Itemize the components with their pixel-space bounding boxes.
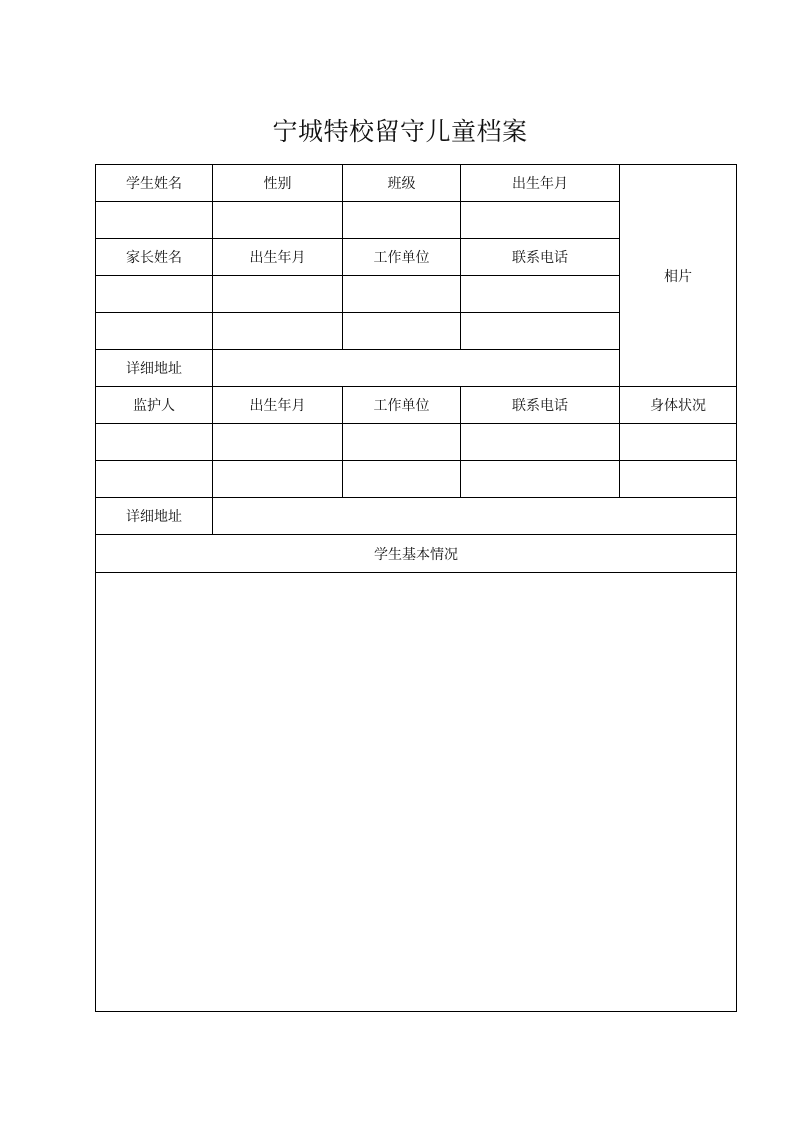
student-name-label: 学生姓名 <box>96 165 213 202</box>
guardian-input-row <box>96 461 737 498</box>
guardian-health-field[interactable] <box>620 424 737 461</box>
guardian-address-row <box>96 498 737 535</box>
parent-phone-field[interactable] <box>461 276 620 313</box>
basic-info-body-row <box>96 573 737 1012</box>
guardian-health-label: 身体状况 <box>620 387 737 424</box>
parent-workplace-label: 工作单位 <box>343 239 461 276</box>
guardian-phone-label: 联系电话 <box>461 387 620 424</box>
parent-birth-field[interactable] <box>213 313 343 350</box>
guardian-name-field[interactable] <box>96 424 213 461</box>
guardian-input-row <box>96 424 737 461</box>
guardian-phone-field[interactable] <box>461 424 620 461</box>
guardian-header-row <box>96 387 737 424</box>
parent-address-label: 详细地址 <box>96 350 213 387</box>
parent-workplace-field[interactable] <box>343 313 461 350</box>
parent-name-label: 家长姓名 <box>96 239 213 276</box>
guardian-birth-field[interactable] <box>213 424 343 461</box>
parent-name-field[interactable] <box>96 313 213 350</box>
student-birth-field[interactable] <box>461 202 620 239</box>
basic-info-header-row <box>96 535 737 573</box>
guardian-workplace-field[interactable] <box>343 424 461 461</box>
guardian-birth-label: 出生年月 <box>213 387 343 424</box>
page-title: 宁城特校留守儿童档案 <box>272 117 528 146</box>
basic-info-textarea[interactable] <box>96 573 737 1012</box>
archive-form-table <box>95 164 737 1012</box>
student-class-label: 班级 <box>343 165 461 202</box>
guardian-address-label: 详细地址 <box>96 498 213 535</box>
student-gender-field[interactable] <box>213 202 343 239</box>
guardian-address-field[interactable] <box>213 498 737 535</box>
photo-cell[interactable]: 相片 <box>620 165 737 387</box>
student-birth-label: 出生年月 <box>461 165 620 202</box>
guardian-name-field[interactable] <box>96 461 213 498</box>
parent-birth-field[interactable] <box>213 276 343 313</box>
parent-name-field[interactable] <box>96 276 213 313</box>
basic-info-label: 学生基本情况 <box>96 535 737 573</box>
parent-address-field[interactable] <box>213 350 620 387</box>
parent-birth-label: 出生年月 <box>213 239 343 276</box>
guardian-workplace-label: 工作单位 <box>343 387 461 424</box>
guardian-birth-field[interactable] <box>213 461 343 498</box>
parent-workplace-field[interactable] <box>343 276 461 313</box>
parent-phone-label: 联系电话 <box>461 239 620 276</box>
student-gender-label: 性别 <box>213 165 343 202</box>
guardian-workplace-field[interactable] <box>343 461 461 498</box>
parent-phone-field[interactable] <box>461 313 620 350</box>
student-name-field[interactable] <box>96 202 213 239</box>
student-header-row <box>96 165 737 202</box>
guardian-health-field[interactable] <box>620 461 737 498</box>
guardian-name-label: 监护人 <box>96 387 213 424</box>
guardian-phone-field[interactable] <box>461 461 620 498</box>
student-class-field[interactable] <box>343 202 461 239</box>
